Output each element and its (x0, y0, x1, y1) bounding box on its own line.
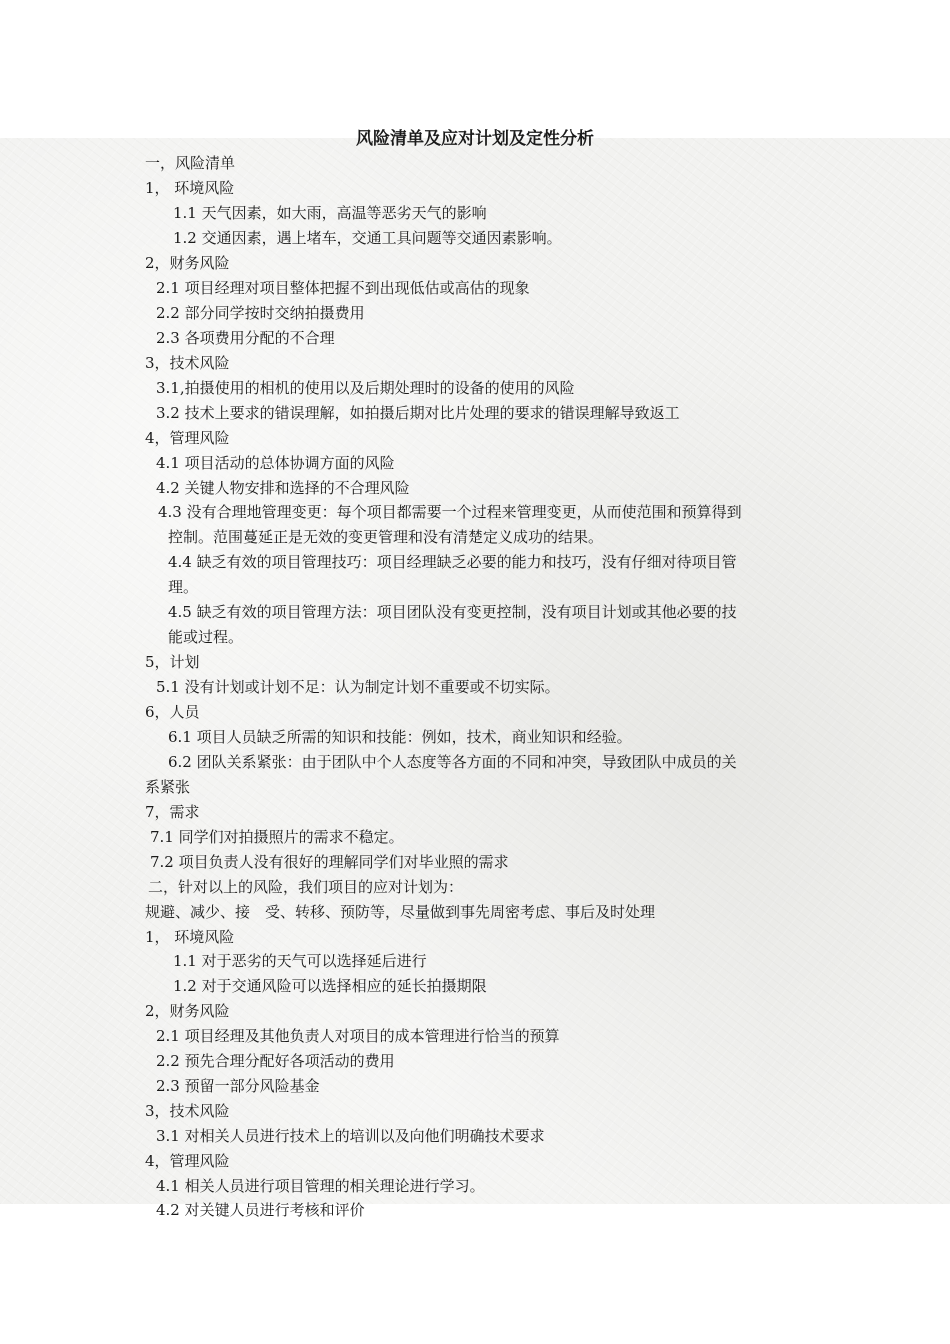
list-item: 4.2 关键人物安排和选择的不合理风险 (156, 479, 410, 497)
list-item: 3.1 对相关人员进行技术上的培训以及向他们明确技术要求 (156, 1127, 545, 1145)
list-item: 1.1 对于恶劣的天气可以选择延后进行 (173, 952, 427, 970)
list-item: 6.2 团队关系紧张：由于团队中个人态度等各方面的不同和冲突，导致团队中成员的关 (168, 753, 737, 771)
section-heading: 二，针对以上的风险，我们项目的应对计划为： (148, 878, 464, 896)
category-heading: 4，管理风险 (145, 1152, 230, 1170)
list-item: 2.2 预先合理分配好各项活动的费用 (156, 1052, 395, 1070)
list-item: 4.5 缺乏有效的项目管理方法：项目团队没有变更控制，没有项目计划或其他必要的技 (168, 603, 737, 621)
list-item-continuation: 理。 (168, 578, 199, 596)
category-heading: 1， 环境风险 (145, 928, 235, 946)
category-heading: 7，需求 (145, 803, 200, 821)
list-item: 2.3 各项费用分配的不合理 (156, 329, 335, 347)
list-item: 1.2 对于交通风险可以选择相应的延长拍摄期限 (173, 977, 487, 995)
list-item: 1.2 交通因素，遇上堵车，交通工具问题等交通因素影响。 (173, 229, 562, 247)
list-item: 2.3 预留一部分风险基金 (156, 1077, 320, 1095)
list-item: 4.3 没有合理地管理变更：每个项目都需要一个过程来管理变更，从而使范围和预算得到 (158, 503, 742, 521)
list-item: 7.2 项目负责人没有很好的理解同学们对毕业照的需求 (150, 853, 509, 871)
list-item-continuation: 控制。范围蔓延正是无效的变更管理和没有清楚定义成功的结果。 (168, 528, 604, 546)
category-heading: 2，财务风险 (145, 254, 230, 272)
list-item: 7.1 同学们对拍摄照片的需求不稳定。 (150, 828, 404, 846)
list-item: 4.1 相关人员进行项目管理的相关理论进行学习。 (156, 1177, 485, 1195)
list-item: 4.2 对关键人员进行考核和评价 (156, 1201, 365, 1219)
category-heading: 1， 环境风险 (145, 179, 235, 197)
list-item: 3.1,拍摄使用的相机的使用以及后期处理时的设备的使用的风险 (156, 379, 575, 397)
category-heading: 6，人员 (145, 703, 200, 721)
list-item: 3.2 技术上要求的错误理解，如拍摄后期对比片处理的要求的错误理解导致返工 (156, 404, 680, 422)
document-title: 风险清单及应对计划及定性分析 (356, 129, 594, 149)
category-heading: 4，管理风险 (145, 429, 230, 447)
list-item: 2.1 项目经理及其他负责人对项目的成本管理进行恰当的预算 (156, 1027, 560, 1045)
list-item-continuation: 能或过程。 (168, 628, 244, 646)
list-item: 2.2 部分同学按时交纳拍摄费用 (156, 304, 365, 322)
category-heading: 3，技术风险 (145, 1102, 230, 1120)
list-item: 4.1 项目活动的总体协调方面的风险 (156, 454, 395, 472)
list-item: 4.4 缺乏有效的项目管理技巧：项目经理缺乏必要的能力和技巧，没有仔细对待项目管 (168, 553, 737, 571)
list-item: 2.1 项目经理对项目整体把握不到出现低估或高估的现象 (156, 279, 530, 297)
section-heading: 一，风险清单 (145, 154, 236, 172)
list-item: 6.1 项目人员缺乏所需的知识和技能：例如，技术，商业知识和经验。 (168, 728, 632, 746)
category-heading: 2，财务风险 (145, 1002, 230, 1020)
category-heading: 5，计划 (145, 653, 200, 671)
paragraph: 规避、减少、接 受、转移、预防等，尽量做到事先周密考虑、事后及时处理 (145, 903, 656, 921)
list-item: 5.1 没有计划或计划不足：认为制定计划不重要或不切实际。 (156, 678, 560, 696)
list-item: 1.1 天气因素，如大雨，高温等恶劣天气的影响 (173, 204, 487, 222)
list-item-continuation: 系紧张 (145, 778, 191, 796)
category-heading: 3，技术风险 (145, 354, 230, 372)
